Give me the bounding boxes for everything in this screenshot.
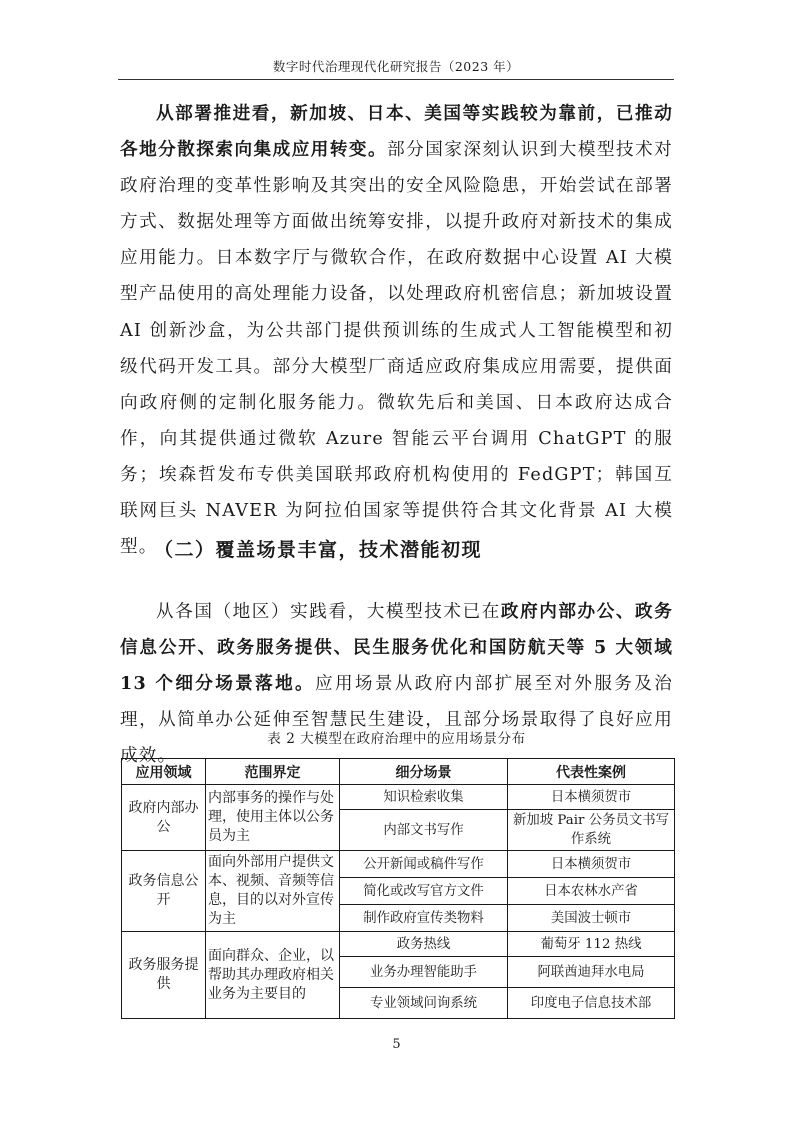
scope-cell: 面向群众、企业，以帮助其办理政府相关业务为主要目的 [206,932,340,1019]
domain-cell: 政务信息公开 [122,851,206,932]
scene-cell: 知识检索收集 [340,785,508,810]
paragraph-conclusion: 应用场景从政府内部扩展至对外服务及治理，从简单办公延伸至智慧民生建设，且部分场景取得了良好应用成效。 [120,673,673,766]
section-heading: （二）覆盖场景丰富，技术潜能初现 [154,539,483,561]
header-rule [118,79,674,80]
case-cell: 日本横须贺市 [508,785,675,810]
scene-cell: 专业领域问询系统 [340,988,508,1019]
column-header: 细分场景 [340,759,508,785]
scene-cell: 制作政府宣传类物料 [340,905,508,932]
running-header: 数字时代治理现代化研究报告（2023 年） [272,59,520,74]
scope-cell: 面向外部用户提供文本、视频、音频等信息，目的以对外宣传为主 [206,851,340,932]
case-cell: 美国波士顿市 [508,905,675,932]
case-cell: 日本横须贺市 [508,851,675,878]
table-header-row [122,759,675,785]
table-row [122,932,675,957]
column-header: 代表性案例 [508,759,675,785]
paragraph-highlight: 政府内部办公、政务信息公开、政务服务提供、民生服务优化和国防航天等 5 大领域 13 个细分场景落地。 [120,600,673,694]
scenario-distribution-table [121,758,675,1019]
domain-cell: 政府内部办公 [122,785,206,851]
paragraph-body: 部分国家深刻认识到大模型技术对政府治理的变革性影响及其突出的安全风险隐患，开始尝试在部署方式、数据处理等方面做出统筹安排，以提升政府对新技术的集成应用能力。日本数字厅与微软合作，在政府数据中心设置 AI 大模型产品使用的高处理能力设备，以处理政府机密信息；新加坡设置 AI 创新沙盒，为公共部门提供预训练的生成式人工智能模型和初级代码开发工具。部分大模型厂商适应政府集成应用需要，提供面向政府侧的定制化服务能力。微软先后和美国、日本政府达成合作，向其提供通过微软 Azure 智能云平台调用 ChatGPT 的服务；埃森哲发布专供美国联邦政府机构使用的 FedGPT；韩国互联网巨头 NAVER 为阿拉伯国家等提供符合其文化背景 AI 大模型。 [120,140,673,558]
case-cell: 新加坡 Pair 公务员文书写作系统 [508,810,675,851]
table-caption: 表 2 大模型在政府治理中的应用场景分布 [267,731,526,747]
scope-cell: 内部事务的操作与处理，使用主体以公务员为主 [206,785,340,851]
column-header: 应用领域 [122,759,206,785]
page-number: 5 [392,1037,401,1052]
case-cell: 日本农林水产省 [508,878,675,905]
table-row [122,851,675,878]
scene-cell: 简化或改写官方文件 [340,878,508,905]
paragraph-intro: 从各国（地区）实践看，大模型技术已在 [156,601,501,622]
paragraph-deployment [120,96,673,565]
scene-cell: 内部文书写作 [340,810,508,851]
domain-cell: 政务服务提供 [122,932,206,1019]
table-row [122,785,675,810]
case-cell: 印度电子信息技术部 [508,988,675,1019]
paragraph-lead: 从部署推进看，新加坡、日本、美国等实践较为靠前，已推动各地分散探索向集成应用转变。 [120,103,673,161]
case-cell: 阿联酋迪拜水电局 [508,957,675,988]
column-header: 范围界定 [206,759,340,785]
scene-cell: 公开新闻或稿件写作 [340,851,508,878]
scene-cell: 政务热线 [340,932,508,957]
case-cell: 葡萄牙 112 热线 [508,932,675,957]
scene-cell: 业务办理智能助手 [340,957,508,988]
